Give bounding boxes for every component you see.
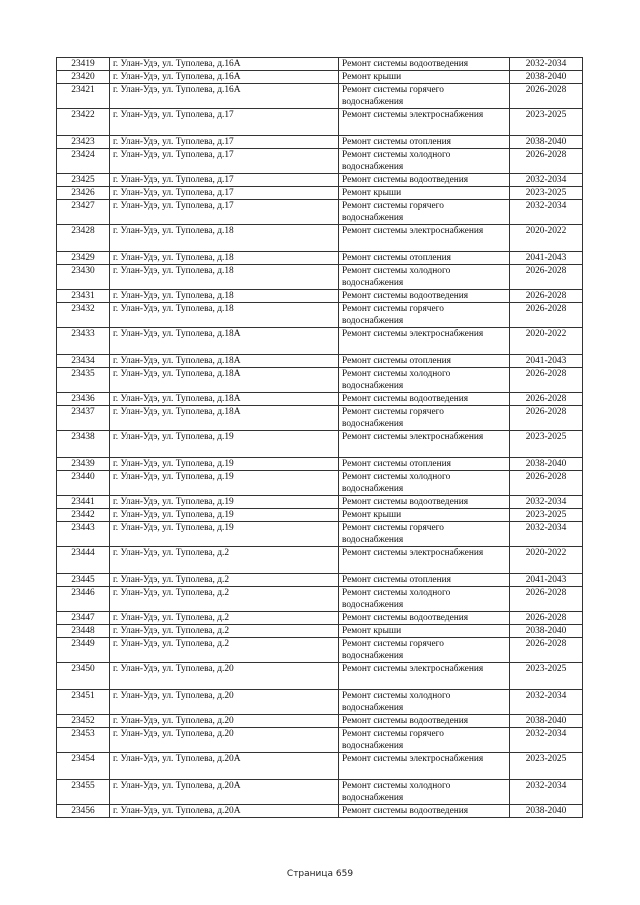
cell-work-type: Ремонт системы отопления [339, 355, 510, 368]
cell-period: 2038-2040 [510, 458, 583, 471]
cell-work-type: Ремонт системы отопления [339, 252, 510, 265]
cell-id: 23450 [57, 663, 110, 690]
cell-address: г. Улан-Удэ, ул. Туполева, д.20А [110, 805, 339, 818]
cell-address: г. Улан-Удэ, ул. Туполева, д.17 [110, 136, 339, 149]
cell-address: г. Улан-Удэ, ул. Туполева, д.20 [110, 690, 339, 715]
cell-work-type: Ремонт системы горячего водоснабжения [339, 303, 510, 328]
cell-address: г. Улан-Удэ, ул. Туполева, д.19 [110, 431, 339, 458]
cell-id: 23433 [57, 328, 110, 355]
cell-id: 23428 [57, 225, 110, 252]
cell-address: г. Улан-Удэ, ул. Туполева, д.19 [110, 458, 339, 471]
cell-address: г. Улан-Удэ, ул. Туполева, д.18 [110, 265, 339, 290]
cell-address: г. Улан-Удэ, ул. Туполева, д.20 [110, 728, 339, 753]
repair-schedule-table [56, 57, 583, 818]
table-row [57, 587, 583, 612]
cell-period: 2026-2028 [510, 638, 583, 663]
cell-period: 2026-2028 [510, 612, 583, 625]
table-row [57, 84, 583, 109]
table-row [57, 715, 583, 728]
cell-address: г. Улан-Удэ, ул. Туполева, д.16А [110, 71, 339, 84]
cell-period: 2023-2025 [510, 431, 583, 458]
cell-period: 2026-2028 [510, 393, 583, 406]
cell-id: 23449 [57, 638, 110, 663]
cell-id: 23442 [57, 509, 110, 522]
cell-address: г. Улан-Удэ, ул. Туполева, д.18 [110, 303, 339, 328]
table-row [57, 406, 583, 431]
cell-id: 23430 [57, 265, 110, 290]
cell-period: 2026-2028 [510, 149, 583, 174]
cell-address: г. Улан-Удэ, ул. Туполева, д.20 [110, 715, 339, 728]
cell-work-type: Ремонт системы электроснабжения [339, 328, 510, 355]
table-row [57, 265, 583, 290]
cell-work-type: Ремонт системы водоотведения [339, 612, 510, 625]
cell-work-type: Ремонт системы водоотведения [339, 496, 510, 509]
table-row [57, 663, 583, 690]
cell-id: 23455 [57, 780, 110, 805]
cell-address: г. Улан-Удэ, ул. Туполева, д.2 [110, 638, 339, 663]
cell-period: 2041-2043 [510, 355, 583, 368]
cell-period: 2026-2028 [510, 406, 583, 431]
cell-address: г. Улан-Удэ, ул. Туполева, д.17 [110, 149, 339, 174]
cell-work-type: Ремонт системы электроснабжения [339, 547, 510, 574]
cell-period: 2020-2022 [510, 328, 583, 355]
cell-id: 23420 [57, 71, 110, 84]
cell-work-type: Ремонт крыши [339, 71, 510, 84]
table-row [57, 200, 583, 225]
cell-address: г. Улан-Удэ, ул. Туполева, д.17 [110, 109, 339, 136]
table-row [57, 780, 583, 805]
cell-period: 2038-2040 [510, 625, 583, 638]
table-row [57, 496, 583, 509]
cell-work-type: Ремонт системы водоотведения [339, 715, 510, 728]
cell-work-type: Ремонт системы водоотведения [339, 393, 510, 406]
cell-address: г. Улан-Удэ, ул. Туполева, д.2 [110, 547, 339, 574]
cell-id: 23422 [57, 109, 110, 136]
cell-period: 2023-2025 [510, 663, 583, 690]
table-row [57, 252, 583, 265]
cell-id: 23441 [57, 496, 110, 509]
cell-work-type: Ремонт крыши [339, 625, 510, 638]
table-row [57, 574, 583, 587]
cell-address: г. Улан-Удэ, ул. Туполева, д.2 [110, 587, 339, 612]
cell-id: 23440 [57, 471, 110, 496]
table-body [57, 58, 583, 818]
cell-work-type: Ремонт системы электроснабжения [339, 109, 510, 136]
table-row [57, 187, 583, 200]
cell-work-type: Ремонт системы электроснабжения [339, 753, 510, 780]
cell-period: 2023-2025 [510, 187, 583, 200]
table-row [57, 355, 583, 368]
cell-period: 2038-2040 [510, 71, 583, 84]
cell-id: 23451 [57, 690, 110, 715]
cell-address: г. Улан-Удэ, ул. Туполева, д.18А [110, 406, 339, 431]
cell-work-type: Ремонт крыши [339, 187, 510, 200]
cell-period: 2032-2034 [510, 496, 583, 509]
cell-period: 2038-2040 [510, 715, 583, 728]
cell-work-type: Ремонт системы электроснабжения [339, 431, 510, 458]
cell-period: 2032-2034 [510, 728, 583, 753]
cell-period: 2026-2028 [510, 471, 583, 496]
cell-address: г. Улан-Удэ, ул. Туполева, д.16А [110, 58, 339, 71]
cell-id: 23436 [57, 393, 110, 406]
table-row [57, 522, 583, 547]
cell-id: 23456 [57, 805, 110, 818]
cell-period: 2032-2034 [510, 780, 583, 805]
cell-id: 23427 [57, 200, 110, 225]
cell-address: г. Улан-Удэ, ул. Туполева, д.20 [110, 663, 339, 690]
table-row [57, 547, 583, 574]
cell-address: г. Улан-Удэ, ул. Туполева, д.18 [110, 290, 339, 303]
cell-period: 2032-2034 [510, 690, 583, 715]
cell-period: 2041-2043 [510, 574, 583, 587]
table-row [57, 328, 583, 355]
cell-id: 23443 [57, 522, 110, 547]
table-row [57, 174, 583, 187]
cell-id: 23454 [57, 753, 110, 780]
cell-address: г. Улан-Удэ, ул. Туполева, д.18А [110, 328, 339, 355]
cell-period: 2020-2022 [510, 547, 583, 574]
cell-id: 23423 [57, 136, 110, 149]
table-row [57, 458, 583, 471]
cell-period: 2026-2028 [510, 84, 583, 109]
cell-period: 2023-2025 [510, 509, 583, 522]
table-row [57, 109, 583, 136]
cell-work-type: Ремонт системы горячего водоснабжения [339, 522, 510, 547]
cell-address: г. Улан-Удэ, ул. Туполева, д.17 [110, 200, 339, 225]
cell-work-type: Ремонт системы водоотведения [339, 290, 510, 303]
cell-period: 2032-2034 [510, 174, 583, 187]
table-row [57, 690, 583, 715]
cell-id: 23432 [57, 303, 110, 328]
cell-work-type: Ремонт системы холодного водоснабжения [339, 368, 510, 393]
cell-address: г. Улан-Удэ, ул. Туполева, д.19 [110, 509, 339, 522]
cell-work-type: Ремонт системы отопления [339, 574, 510, 587]
cell-work-type: Ремонт системы горячего водоснабжения [339, 84, 510, 109]
cell-id: 23439 [57, 458, 110, 471]
cell-period: 2026-2028 [510, 368, 583, 393]
table-row [57, 58, 583, 71]
page-number: Страница 659 [286, 869, 354, 879]
cell-id: 23445 [57, 574, 110, 587]
cell-id: 23429 [57, 252, 110, 265]
cell-period: 2026-2028 [510, 587, 583, 612]
cell-work-type: Ремонт системы водоотведения [339, 58, 510, 71]
cell-work-type: Ремонт системы отопления [339, 458, 510, 471]
cell-period: 2026-2028 [510, 303, 583, 328]
cell-work-type: Ремонт системы холодного водоснабжения [339, 471, 510, 496]
cell-address: г. Улан-Удэ, ул. Туполева, д.17 [110, 187, 339, 200]
cell-work-type: Ремонт системы электроснабжения [339, 225, 510, 252]
cell-address: г. Улан-Удэ, ул. Туполева, д.20А [110, 780, 339, 805]
cell-period: 2026-2028 [510, 290, 583, 303]
table-row [57, 393, 583, 406]
cell-address: г. Улан-Удэ, ул. Туполева, д.18А [110, 393, 339, 406]
cell-period: 2023-2025 [510, 109, 583, 136]
cell-id: 23448 [57, 625, 110, 638]
table-row [57, 612, 583, 625]
table-row [57, 728, 583, 753]
table-row [57, 805, 583, 818]
cell-work-type: Ремонт системы холодного водоснабжения [339, 265, 510, 290]
table-row [57, 753, 583, 780]
table-row [57, 625, 583, 638]
cell-period: 2038-2040 [510, 136, 583, 149]
cell-period: 2032-2034 [510, 200, 583, 225]
cell-id: 23447 [57, 612, 110, 625]
cell-id: 23437 [57, 406, 110, 431]
cell-id: 23434 [57, 355, 110, 368]
cell-work-type: Ремонт системы водоотведения [339, 805, 510, 818]
cell-period: 2026-2028 [510, 265, 583, 290]
cell-work-type: Ремонт системы горячего водоснабжения [339, 200, 510, 225]
cell-work-type: Ремонт системы холодного водоснабжения [339, 780, 510, 805]
table-row [57, 303, 583, 328]
cell-address: г. Улан-Удэ, ул. Туполева, д.18 [110, 252, 339, 265]
table-row [57, 71, 583, 84]
cell-address: г. Улан-Удэ, ул. Туполева, д.2 [110, 574, 339, 587]
cell-address: г. Улан-Удэ, ул. Туполева, д.16А [110, 84, 339, 109]
table-row [57, 225, 583, 252]
cell-work-type: Ремонт системы холодного водоснабжения [339, 149, 510, 174]
cell-address: г. Улан-Удэ, ул. Туполева, д.19 [110, 471, 339, 496]
cell-id: 23419 [57, 58, 110, 71]
cell-id: 23421 [57, 84, 110, 109]
cell-id: 23431 [57, 290, 110, 303]
cell-address: г. Улан-Удэ, ул. Туполева, д.19 [110, 496, 339, 509]
cell-work-type: Ремонт системы водоотведения [339, 174, 510, 187]
cell-period: 2023-2025 [510, 753, 583, 780]
cell-address: г. Улан-Удэ, ул. Туполева, д.18А [110, 368, 339, 393]
cell-work-type: Ремонт системы холодного водоснабжения [339, 587, 510, 612]
cell-address: г. Улан-Удэ, ул. Туполева, д.17 [110, 174, 339, 187]
table-row [57, 638, 583, 663]
cell-work-type: Ремонт системы горячего водоснабжения [339, 406, 510, 431]
cell-work-type: Ремонт системы отопления [339, 136, 510, 149]
cell-id: 23453 [57, 728, 110, 753]
table-row [57, 136, 583, 149]
cell-period: 2041-2043 [510, 252, 583, 265]
cell-address: г. Улан-Удэ, ул. Туполева, д.19 [110, 522, 339, 547]
cell-period: 2020-2022 [510, 225, 583, 252]
table-row [57, 368, 583, 393]
cell-id: 23446 [57, 587, 110, 612]
table-row [57, 471, 583, 496]
table-row [57, 431, 583, 458]
table-row [57, 509, 583, 522]
table-row [57, 149, 583, 174]
cell-work-type: Ремонт системы холодного водоснабжения [339, 690, 510, 715]
cell-work-type: Ремонт системы электроснабжения [339, 663, 510, 690]
cell-id: 23444 [57, 547, 110, 574]
cell-period: 2032-2034 [510, 522, 583, 547]
cell-id: 23424 [57, 149, 110, 174]
cell-address: г. Улан-Удэ, ул. Туполева, д.2 [110, 612, 339, 625]
cell-work-type: Ремонт системы горячего водоснабжения [339, 728, 510, 753]
cell-work-type: Ремонт системы горячего водоснабжения [339, 638, 510, 663]
cell-address: г. Улан-Удэ, ул. Туполева, д.18А [110, 355, 339, 368]
table-row [57, 290, 583, 303]
cell-address: г. Улан-Удэ, ул. Туполева, д.2 [110, 625, 339, 638]
cell-id: 23452 [57, 715, 110, 728]
cell-id: 23426 [57, 187, 110, 200]
cell-address: г. Улан-Удэ, ул. Туполева, д.20А [110, 753, 339, 780]
cell-id: 23438 [57, 431, 110, 458]
cell-period: 2032-2034 [510, 58, 583, 71]
cell-period: 2038-2040 [510, 805, 583, 818]
cell-address: г. Улан-Удэ, ул. Туполева, д.18 [110, 225, 339, 252]
cell-id: 23425 [57, 174, 110, 187]
cell-id: 23435 [57, 368, 110, 393]
cell-work-type: Ремонт крыши [339, 509, 510, 522]
